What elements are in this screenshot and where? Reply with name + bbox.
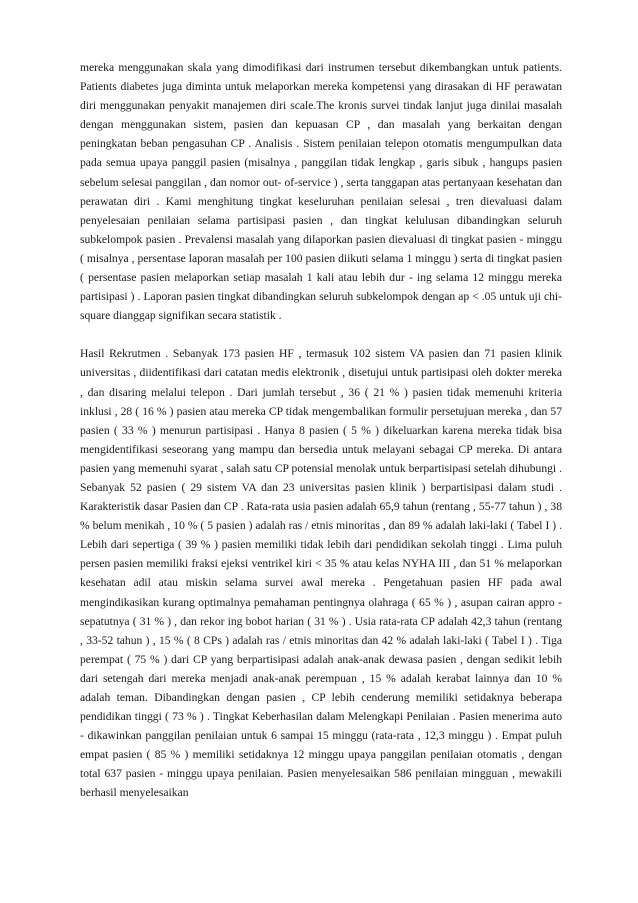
paragraph-analysis: mereka menggunakan skala yang dimodifikasi dari instrumen tersebut dikembangkan untuk patients. Patients diabetes juga diminta untuk melaporkan mereka kompetensi yang dirasakan di HF perawatan diri menggunakan penyakit manajemen diri scale.The kronis survei tindak lanjut juga dinilai masalah dengan menggunakan sistem, pasien dan kepuasan CP , dan masalah yang berkaitan dengan peningkatan beban pengasuhan CP . Analisis . Sistem penilaian telepon otomatis mengumpulkan data pada semua upaya panggil pasien (misalnya , panggilan tidak lengkap , garis sibuk , hangups pasien sebelum selesai panggilan , dan nomor out- of-service ) , serta tanggapan atas pertanyaan kesehatan dan perawatan diri . Kami menghitung tingkat keseluruhan penilaian selesai , tren dievaluasi dalam penyelesaian penilaian selama partisipasi pasien , dan tingkat kelulusan dibandingkan seluruh subkelompok pasien . Prevalensi masalah yang dilaporkan pasien dievaluasi di tingkat pasien - minggu ( misalnya , persentase laporan masalah per 100 pasien diikuti selama 1 minggu ) serta di tingkat pasien ( persentase pasien melaporkan setiap masalah 1 kali atau lebih dur - ing selama 12 minggu mereka partisipasi ) . Laporan pasien tingkat dibandingkan seluruh subkelompok dengan ap < .05 untuk uji chi-square dianggap signifikan secara statistik .	[80, 61, 562, 323]
document-page	[80, 58, 562, 803]
paragraph-results: Hasil Rekrutmen . Sebanyak 173 pasien HF , termasuk 102 sistem VA pasien dan 71 pasien klinik universitas , diidentifikasi dari catatan medis elektronik , disetujui untuk partisipasi oleh dokter mereka , dan disaring melalui telepon . Dari jumlah tersebut , 36 ( 21 % ) pasien tidak memenuhi kriteria inklusi , 28 ( 16 % ) pasien atau mereka CP tidak mengembalikan formulir persetujuan mereka , dan 57 pasien ( 33 % ) menurun partisipasi . Hanya 8 pasien ( 5 % ) dikeluarkan karena mereka tidak bisa mengidentifikasi seseorang yang mampu dan bersedia untuk melayani sebagai CP mereka. Di antara pasien yang memenuhi syarat , salah satu CP potensial menolak untuk berpartisipasi setelah dihubungi . Sebanyak 52 pasien ( 29 sistem VA dan 23 universitas pasien klinik ) berpartisipasi dalam studi . Karakteristik dasar Pasien dan CP . Rata-rata usia pasien adalah 65,9 tahun (rentang , 55-77 tahun ) , 38 % belum menikah , 10 % ( 5 pasien ) adalah ras / etnis minoritas , dan 89 % adalah laki-laki ( Tabel I ) . Lebih dari sepertiga ( 39 % ) pasien memiliki tidak lebih dari pendidikan sekolah tinggi . Lima puluh persen pasien memiliki fraksi ejeksi ventrikel kiri < 35 % atau kelas NYHA III , dan 51 % melaporkan kesehatan adil atau miskin selama survei awal mereka . Pengetahuan pasien HF pada awal mengindikasikan kurang optimalnya pemahaman pentingnya olahraga ( 65 % ) , asupan cairan appro - sepatutnya ( 31 % ) , dan rekor ing bobot harian ( 31 % ) . Usia rata-rata CP adalah 42,3 tahun (rentang , 33-52 tahun ) , 15 % ( 8 CPs ) adalah ras / etnis minoritas dan 42 % adalah laki-laki ( Tabel I ) . Tiga perempat ( 75 % ) dari CP yang berpartisipasi adalah anak-anak dewasa pasien , dengan sedikit lebih dari setengah dari mereka menjadi anak-anak perempuan , 15 % adalah kerabat lainnya dan 10 % adalah teman. Dibandingkan dengan pasien , CP lebih cenderung memiliki setidaknya beberapa pendidikan tinggi ( 73 % ) . Tingkat Keberhasilan dalam Melengkapi Penilaian . Pasien menerima auto - dikawinkan panggilan penilaian untuk 6 sampai 15 minggu (rata-rata , 12,3 minggu ) . Empat puluh empat pasien ( 85 % ) memiliki setidaknya 12 minggu upaya panggilan penilaian otomatis , dengan total 637 pasien - minggu upaya penilaian. Pasien menyelesaikan 586 penilaian mingguan , mewakili berhasil menyelesaikan	[80, 347, 562, 800]
